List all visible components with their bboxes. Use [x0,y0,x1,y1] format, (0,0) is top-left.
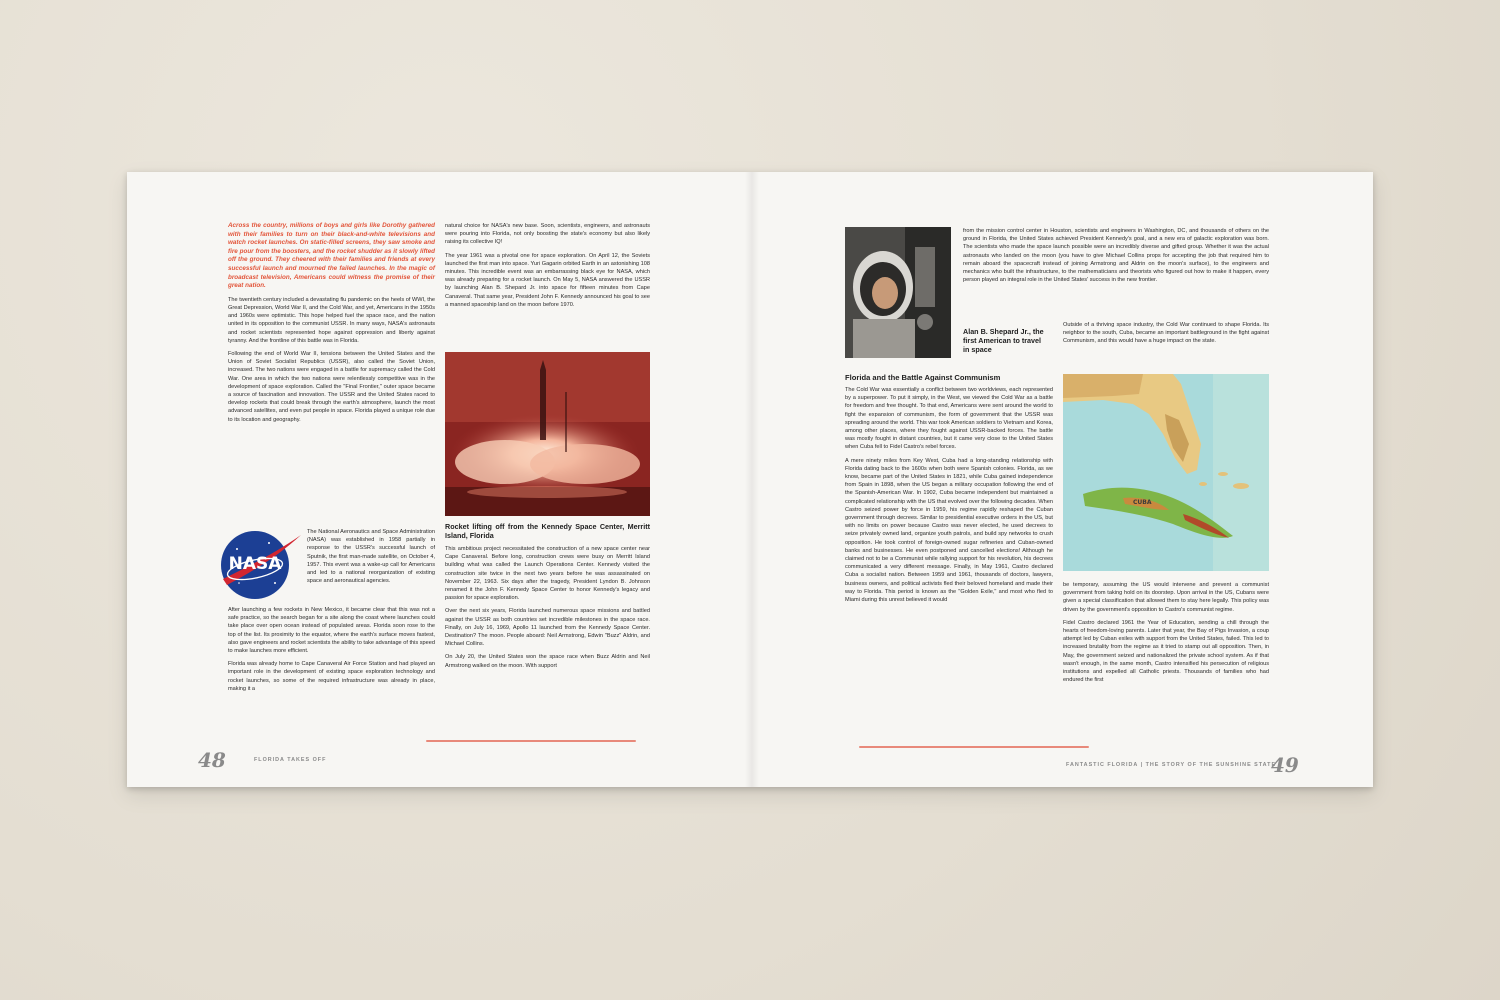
left-column-2-lower [445,522,650,675]
paragraph: natural choice for NASA's new base. Soon, scientists, engineers, and astronauts were pouring into Florida, not only boosting the state's economy but also likely raising its collective IQ! [445,223,650,246]
paragraph: Fidel Castro declared 1961 the Year of Education, sending a chill through the hearts of freedom-loving parents. Later that year, the Bay of Pigs Invasion, a coup attempt led by Cuban exiles with support from the United States, failed. This led to increased brutality from the regime as it tried to stamp out all opposition. Then, in May, the government seized and nationalized the private school system. As if that wasn't enough, in the same month, Castro intensified his persecution of religious institutions and expelled all Catholic priests. Thousands of families who had endured the first [1063,619,1269,684]
map-label-cuba: CUBA [1133,499,1152,506]
astronaut-caption: Alan B. Shepard Jr., the first American to travel in space [963,327,1044,354]
paragraph: Over the next six years, Florida launched numerous space missions and battled against the USSR as both countries set incredible milestones in the space race. Finally, on July 16, 1969, Apollo 11 launched from the Kennedy Space Center. Destination? The moon. People aboard: Neil Armstrong, Edwin "Buzz" Aldrin, and Michael Collins. [445,608,650,648]
running-head-left: FLORIDA TAKES OFF [254,757,327,763]
rocket-launch-photo [445,352,650,516]
florida-cuba-map [1063,374,1269,571]
right-page-rule [859,746,1089,748]
nasa-logo-text: NASA [228,554,282,574]
paragraph: The twentieth century included a devastating flu pandemic on the heels of WWI, the Great Depression, World War II, and the Cold War, and yet, Americans in the 1950s and 1960s were optimistic. This hope helped fuel the space race, and the nation united in its opposition to the communist USSR. In many ways, NASA's astronauts and rocket scientists represented hope against oppression and liberty against tyranny. And the frontline of this battle was in Florida. [228,296,435,344]
paragraph: Outside of a thriving space industry, the Cold War continued to shape Florida. Its neighbor to the south, Cuba, became an important battleground in the fight against Communism, and this would have a huge impact on the state. [1063,322,1269,345]
paragraph: Florida was already home to Cape Canaveral Air Force Station and had played an important role in the development of existing space exploration technology and rocket launches, so some of the required infrastructure was already in place, making it a [228,661,435,692]
intro-paragraph: Across the country, millions of boys and girls like Dorothy gathered with their families to turn on their black-and-white televisions and watch rocket launches. On static-filled screens, they saw smoke and fire pour from the boosters, and the rocket shudder as it slowly lifted off the ground. They cheered with their families and friends at every successful launch and mourned the failed launches. In the magic of broadcast television, Americans could witness the promise of their great nation. [228,222,435,290]
section-title: Florida and the Battle Against Communism [845,373,1001,382]
page-number-right: 49 [1271,753,1299,777]
paragraph: On July 20, the United States won the space race when Buzz Aldrin and Neil Armstrong walked on the moon. With support [445,654,650,669]
paragraph: The year 1961 was a pivotal one for space exploration. On April 12, the Soviets launched the first man into space. Yuri Gagarin orbited Earth in an astonishing 108 minutes. This incredible event was an embarrassing black eye for NASA, which was already preparing for a rocket launch. On May 5, NASA answered the USSR by launching Alan B. Shepard Jr. into space for fifteen minutes from Cape Canaveral. That same year, President John F. Kennedy announced his goal to see a manned spaceship land on the moon before 1970. [445,252,650,308]
paragraph: This ambitious project necessitated the construction of a new space center near Cape Canaveral. Before long, construction crews were busy on Merritt Island building what was called the Launch Operations Center. Kennedy visited the construction site twice in the next two years before he was assassinated on November 22, 1963. Six days after the tragedy, President Lyndon B. Johnson renamed it the John F. Kennedy Space Center to honor Kennedy's legacy and passion for space exploration. [445,546,650,602]
paragraph: A mere ninety miles from Key West, Cuba had a long-standing relationship with Florida dating back to the 1600s when both were Spanish colonies. Florida, as we know, became part of the United States in 1821, while Cuba gained independence from Spain in 1898, when the US began a military occupation following the end of the Spanish-American War. In 1902, Cuba became independent but maintained a complicated relationship with the US that evolved over the following decades. When Castro seized power by force in 1959, his regime rapidly reshaped the Cuban government through decrees. Similar to presidential executive orders in the US, but with no limits on power because Castro was never elected, he used decrees to seize privately owned land, organize youth patrols, and build spy networks to crush opposition. He took control of foreign-owned sugar refineries and Cuban-owned banks and businesses. He even postponed and cancelled elections! Although he claimed not to be a Communist while rallying support for his revolution, his decrees communicated a very different message. Finally, in May 1961, Castro declared Cuba a socialist nation. Between 1959 and 1961, thousands of doctors, lawyers, business owners, and political activists fled their beloved homeland and made their way to Florida. This period is known as the "Golden Exile," and most who fled to Miami during this unrest believed it would [845,457,1053,604]
right-top-text [963,227,1269,289]
right-column-2-lower [1063,581,1269,689]
left-column-1-lower [228,606,435,698]
left-column-2 [445,222,650,314]
book-spine [745,172,759,787]
right-column-2-intro [1063,321,1269,351]
astronaut-photo [845,227,951,358]
running-head-right: FANTASTIC FLORIDA | THE STORY OF THE SUNSHINE STATE [1066,762,1277,768]
paragraph: The National Aeronautics and Space Administration (NASA) was established in 1958 partially in response to the USSR's successful launch of Sputnik, the first man-made satellite, on October 4, 1957. This event was a wake-up call for Americans and led to a national reorganization of existing space and aeronautical agencies. [307,529,435,585]
photo-caption: Rocket lifting off from the Kennedy Space Center, Merritt Island, Florida [445,522,650,540]
left-page-rule [426,740,636,742]
paragraph: After launching a few rockets in New Mexico, it became clear that this was not a safe practice, so the search began for a site along the coast where launches could take place over open ocean instead of populated areas. Florida soon rose to the top of the list. Its proximity to the equator, where the earth's surface moves fastest, also gave engineers and rocket scientists the ability to take advantage of this speed to make launches more efficient. [228,607,435,655]
paragraph: be temporary, assuming the US would intervene and prevent a communist government from taking hold on its doorstep. Upon arrival in the US, Cubans were given a special classification that allowed them to stay here legally. This policy was driven by the government's opposition to Castro's communist regime. [1063,582,1269,613]
page-number-left: 48 [198,748,226,772]
left-column-1 [228,222,435,429]
paragraph: from the mission control center in Houston, scientists and engineers in Washington, DC, and thousands of others on the ground in Florida, the United States achieved President Kennedy's goal, and a new era of galactic exploration was born. The scientists who made the space launch possible were an incredibly diverse and gifted group. Whether it was the actual astronauts who landed on the moon (you have to give Michael Collins props for accepting the job that required him to remain aboard the spacecraft instead of joining Armstrong and Aldrin on the moon's surface), to the engineers and mechanics who built the infrastructure, to the mathematicians and theorists who figured out how to make it happen, every person played an integral role in the United States' success in the new frontier. [963,228,1269,284]
right-column-1 [845,373,1053,609]
paragraph: Following the end of World War II, tensions between the United States and the Union of Soviet Socialist Republics (USSR), also called the Soviet Union, increased. The two nations were engaged in a battle for supremacy called the Cold War. One area in which the two nations were relentlessly competitive was in the development of space exploration. Called the "Final Frontier," outer space became a source of fascination and innovation. The USSR and the United States raced to develop rockets that could break through the earth's atmosphere, launch the most advanced satellites, and even put people in space. Florida played a unique role due to its location and geography. [228,350,435,423]
paragraph: The Cold War was essentially a conflict between two worldviews, each represented by a superpower. To put it simply, in the West, we viewed the Cold War as a battle for freedom and free thought. To that end, Americans were sent around the world to fight the expansion of communism, the form of government that the USSR was spreading around the world. This war took American soldiers to Vietnam and Korea, among other places, where they fought against USSR-backed forces. The battle was mostly fought in distant countries, but it came very close to the United States when Cuba fell to Fidel Castro's rebel forces. [845,387,1053,451]
nasa-logo [217,527,303,601]
left-column-1-wrap [307,528,435,590]
